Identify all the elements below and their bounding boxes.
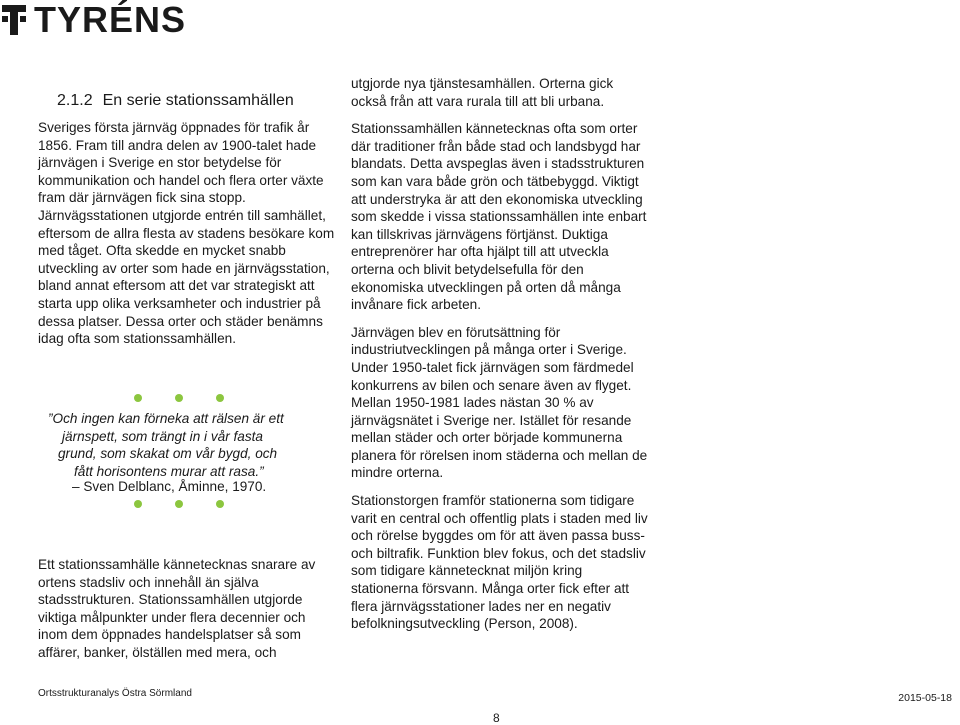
- section-number: 2.1.2: [57, 92, 93, 109]
- left-column-text: [38, 119, 338, 348]
- quote-attribution: – Sven Delblanc, Åminne, 1970.: [72, 479, 267, 494]
- right-paragraph-1: utgjorde nya tjänstesamhällen. Orterna gick också från att vara rurala till att bli urbana.: [351, 76, 614, 109]
- decorative-dots-bottom: [134, 500, 224, 508]
- logo-text: TYRÉNS: [34, 0, 187, 40]
- dot-icon: [216, 500, 224, 508]
- quote-line-3: grund, som skakat om vår bygd, och: [58, 446, 278, 462]
- left-paragraph-2: Ett stationssamhälle kännetecknas snarare av ortens stadsliv och innehåll än själva stadsstrukturen. Stationssamhällen utgjorde viktiga målpunkter under flera decennier och inom dem öppnades handelsplatser så som affärer, banker, ölställen med mera, och: [38, 557, 316, 660]
- dot-icon: [134, 500, 142, 508]
- right-column-text: [351, 75, 651, 643]
- right-paragraph-3: Järnvägen blev en förutsättning för industriutvecklingen på många orter i Sverige. Under 1950-talet fick järnvägen som färdmedel konkurrens av bilen och senare även av flyget. Mellan 1950-1981 lades nästan 30 % av järnvägsnätet i Sverige ner. Istället för resande mellan städer och orter började kommunerna planera för rörelsen inom städerna och mellan de mindre orterna.: [351, 324, 648, 481]
- right-paragraph-4: Stationstorgen framför stationerna som tidigare varit en central och offentlig plats i staden med liv och rörelse byggdes om för att även passa buss- och biltrafik. Funktion blev fokus, och det stadsliv som tidigare kännetecknat miljön kring stationerna försvann. Många orter fick efter att flera järnvägsstationer lades ner en negativ befolkningsutveckling (Person, 2008).: [351, 493, 648, 632]
- right-paragraph-2: Stationssamhällen kännetecknas ofta som orter där traditioner från både stad och landsbygd har blandats. Detta avspeglas även i stadsstrukturen som kan vara både grön och tätbebyggd. Viktigt att understryka är att den ekonomiska utveckling som skedde i vissa stationssamhällen inte enbart kan tillskrivas järnvägens förtjänst. Duktiga entreprenörer har ofta hjälpt till att utveckla orterna och blivit betydelsefulla för den ekonomiska utvecklingen på orten då många invånare fick arbeten.: [351, 121, 647, 313]
- logo: [2, 2, 186, 38]
- quote-line-1: ”Och ingen kan förneka att rälsen är ett: [48, 411, 284, 426]
- dot-icon: [216, 394, 224, 402]
- left-column-text-2: [38, 556, 338, 662]
- footer-date: 2015-05-18: [898, 692, 952, 704]
- dot-icon: [134, 394, 142, 402]
- section-heading: [57, 92, 294, 110]
- decorative-dots-top: [134, 394, 224, 402]
- quote-line-2: järnspett, som trängt in i vår fasta: [62, 428, 263, 444]
- quote-line-4: fått horisontens murar att rasa.”: [74, 463, 264, 479]
- dot-icon: [175, 394, 183, 402]
- dot-icon: [175, 500, 183, 508]
- page-number: 8: [493, 711, 500, 725]
- section-title: En serie stationssamhällen: [102, 92, 294, 109]
- quote-block: [48, 410, 338, 480]
- tyrens-logo-icon: [2, 5, 26, 35]
- left-paragraph-1: Sveriges första järnväg öppnades för trafik år 1856. Fram till andra delen av 1900-talet hade järnvägen i Sverige en stor betydelse för kommunikation och handel och flera orter växte fram där järnvägen fick sina stopp. Järnvägsstationen utgjorde entrén till samhället, eftersom de allra flesta av stadens besökare kom med tåget. Ofta skedde en mycket snabb utveckling av orter som hade en järnvägsstation, bland annat eftersom att det var strategiskt att starta upp olika verksamheter och industrier på dessa platser. Dessa orter och städer benämns idag ofta som stationssamhällen.: [38, 120, 335, 347]
- footer-document-title: Ortsstrukturanalys Östra Sörmland: [38, 688, 192, 699]
